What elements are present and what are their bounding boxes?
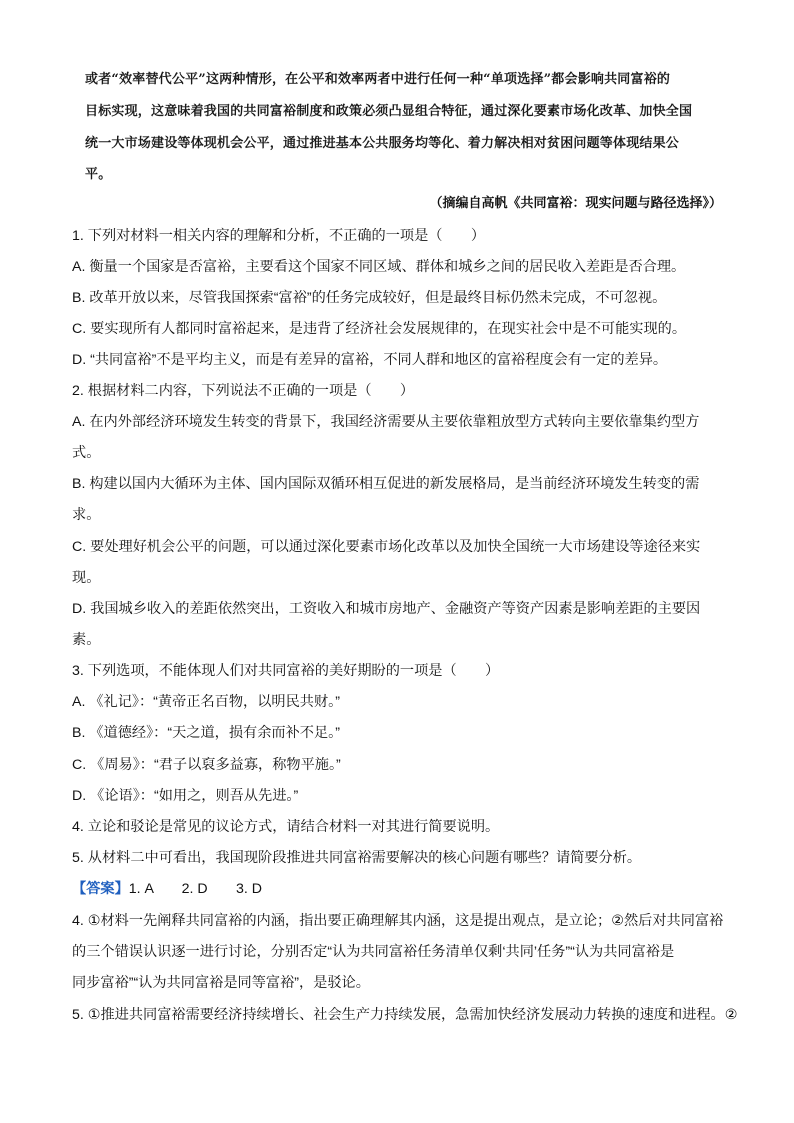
question-4: 4. 立论和驳论是常见的议论方式，请结合材料一对其进行简要说明。 xyxy=(72,819,500,835)
intro-line: 统一大市场建设等体现机会公平，通过推进基本公共服务均等化、着力解决相对贫困问题等体现结果公 xyxy=(85,136,680,151)
option-line: 求。 xyxy=(72,507,101,523)
intro-line: 或者“效率替代公平”这两种情形，在公平和效率两者中进行任何一种“单项选择”都会影响共同富裕的 xyxy=(85,72,671,87)
answer-text: 1. A 2. D 3. D xyxy=(128,881,263,897)
option-line: A. 衡量一个国家是否富裕，主要看这个国家不同区域、群体和城乡之间的居民收入差距是否合理。 xyxy=(72,259,686,275)
intro-line: 目标实现，这意味着我国的共同富裕制度和政策必须凸显组合特征，通过深化要素市场化改革、加快全国 xyxy=(85,104,693,119)
question-2: 2. 根据材料二内容，下列说法不正确的一项是（ ） xyxy=(72,383,415,399)
answer-line xyxy=(72,878,262,898)
option-line: D. “共同富裕”不是平均主义，而是有差异的富裕，不同人群和地区的富裕程度会有一定的差异。 xyxy=(72,352,668,368)
explanation-line: 同步富裕”“认为共同富裕是同等富裕”，是驳论。 xyxy=(72,975,370,991)
option-line: 式。 xyxy=(72,445,101,461)
source-note: （摘编自高帆《共同富裕：现实问题与路径选择》） xyxy=(429,196,722,211)
option-line: A. 在内外部经济环境发生转变的背景下，我国经济需要从主要依靠粗放型方式转向主要依靠集约型方 xyxy=(72,414,700,430)
option-line: D. 《论语》：“如用之，则吾从先进。” xyxy=(72,788,299,804)
option-line: C. 《周易》：“君子以裒多益寡，称物平施。” xyxy=(72,757,341,773)
option-line: A. 《礼记》：“黄帝正名百物，以明民共财。” xyxy=(72,694,340,710)
option-line: B. 改革开放以来，尽管我国探索“富裕”的任务完成较好，但是最终目标仍然未完成，不可忽视。 xyxy=(72,290,667,306)
option-line: 现。 xyxy=(72,570,101,586)
question-3: 3. 下列选项，不能体现人们对共同富裕的美好期盼的一项是（ ） xyxy=(72,663,500,679)
explanation-line: 5. ①推进共同富裕需要经济持续增长、社会生产力持续发展，急需加快经济发展动力转换的速度和进程。② xyxy=(72,1007,738,1023)
question-5: 5. 从材料二中可看出，我国现阶段推进共同富裕需要解决的核心问题有哪些？请简要分析。 xyxy=(72,850,642,866)
explanation-line: 4. ①材料一先阐释共同富裕的内涵，指出要正确理解其内涵，这是提出观点，是立论；②然后对共同富裕 xyxy=(72,913,724,929)
explanation-line: 的三个错误认识逐一进行讨论，分别否定“认为共同富裕任务清单仅剩‘共同’任务”“认为共同富裕是 xyxy=(72,944,675,960)
intro-line: 平。 xyxy=(85,167,112,182)
option-line: 素。 xyxy=(72,632,101,648)
option-line: D. 我国城乡收入的差距依然突出，工资收入和城市房地产、金融资产等资产因素是影响差距的主要因 xyxy=(72,601,701,617)
question-1: 1. 下列对材料一相关内容的理解和分析，不正确的一项是（ ） xyxy=(72,228,486,244)
answer-tag: 【答案】 xyxy=(72,881,129,897)
option-line: C. 要实现所有人都同时富裕起来，是违背了经济社会发展规律的，在现实社会中是不可能实现的。 xyxy=(72,321,687,337)
option-line: C. 要处理好机会公平的问题，可以通过深化要素市场化改革以及加快全国统一大市场建设等途径来实 xyxy=(72,539,701,555)
option-line: B. 《道德经》：“天之道，损有余而补不足。” xyxy=(72,725,340,741)
option-line: B. 构建以国内大循环为主体、国内国际双循环相互促进的新发展格局，是当前经济环境发生转变的需 xyxy=(72,476,700,492)
